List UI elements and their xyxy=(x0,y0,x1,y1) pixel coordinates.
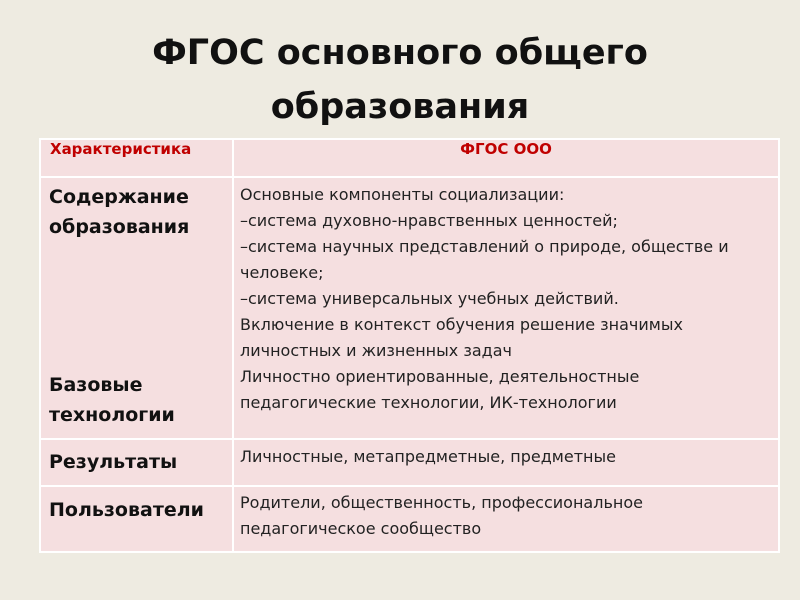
row-text-content-technologies xyxy=(233,177,779,439)
title-line-2: образования xyxy=(270,87,530,127)
table-row xyxy=(40,177,779,439)
label-education-content: Содержание образования xyxy=(49,186,190,238)
label-base-technologies: Базовые технологии xyxy=(49,374,175,426)
table-row xyxy=(40,439,779,486)
text-line: –система духовно-нравственных ценностей; xyxy=(240,211,618,230)
header-characteristic: Характеристика xyxy=(40,139,233,177)
slide-title xyxy=(0,26,800,134)
text-line: –система универсальных учебных действий. xyxy=(240,289,619,308)
comparison-table xyxy=(39,138,780,553)
header-fgos-ooo: ФГОС ООО xyxy=(233,139,779,177)
row-label-content-technologies xyxy=(40,177,233,439)
table-header-row xyxy=(40,139,779,177)
row-label-results: Результаты xyxy=(40,439,233,486)
row-text-users: Родители, общественность, профессиональное педагогическое сообщество xyxy=(233,486,779,552)
row-label-users: Пользователи xyxy=(40,486,233,552)
text-line: Включение в контекст обучения решение значимых личностных и жизненных задач xyxy=(240,315,683,360)
text-line: Основные компоненты социализации: xyxy=(240,185,565,204)
row-text-results: Личностные, метапредметные, предметные xyxy=(233,439,779,486)
table-row xyxy=(40,486,779,552)
text-line: Личностно ориентированные, деятельностные педагогические технологии, ИК-технологии xyxy=(240,367,640,412)
text-line: –система научных представлений о природе, обществе и человеке; xyxy=(240,237,729,282)
title-line-1: ФГОС основного общего xyxy=(152,33,648,73)
